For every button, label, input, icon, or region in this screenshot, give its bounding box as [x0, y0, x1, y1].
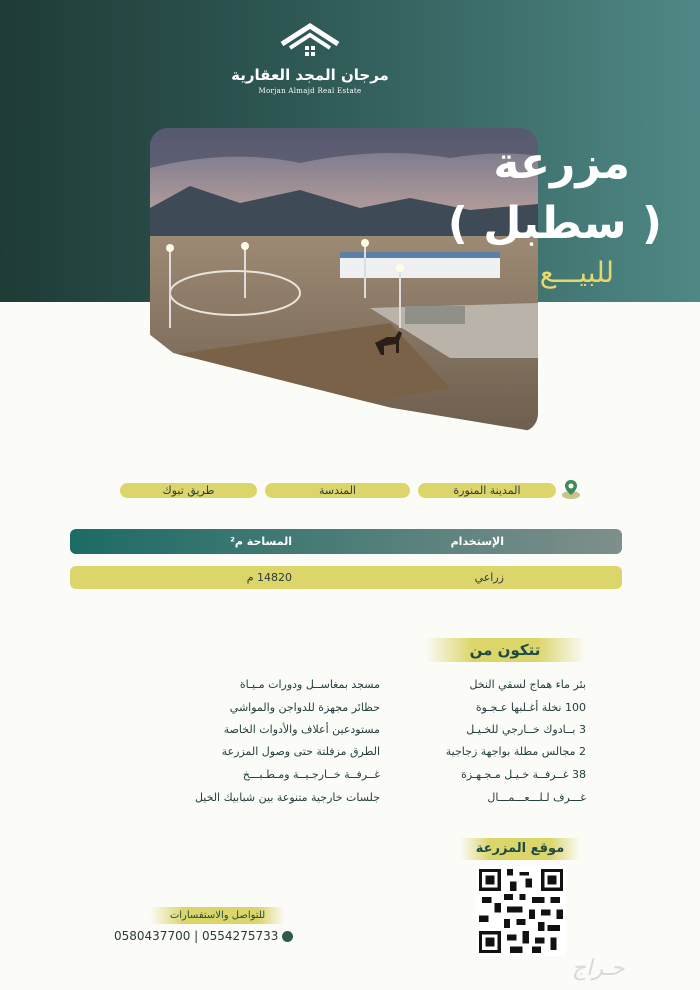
feature-item: 38 غــرفــة خـيـل مـجـهـزة	[461, 768, 586, 781]
title-farm: مزرعة	[493, 138, 630, 189]
location-city: المدينة المنورة	[418, 483, 556, 498]
feature-item: حظائر مجهزة للدواجن والمواشي	[229, 701, 380, 714]
feature-item: مستودعين أعلاف والأدوات الخاصة	[223, 723, 380, 736]
brand-logo	[230, 22, 390, 95]
contact-phones	[114, 929, 293, 943]
feature-item: الطرق مزفلتة حتى وصول المزرعة	[221, 745, 380, 758]
feature-item: مسجد بمغاســل ودورات مـيـاة	[239, 678, 380, 691]
map-pin-icon	[560, 478, 582, 500]
details-table-row	[70, 566, 622, 589]
location-road: طريق تبوك	[120, 483, 257, 498]
brand-name-en: Morjan Almajd Real Estate	[258, 87, 362, 95]
header-usage: الإستخدام	[450, 535, 504, 548]
feature-item: 100 نخلة أغـلبها عـجـوة	[475, 701, 586, 714]
contact-label: للتواصل والاستفسارات	[150, 907, 285, 924]
feature-item: غــرفــة خــارجـيــة ومـطـبـــخ	[242, 768, 380, 781]
value-area: 14820 م	[246, 571, 292, 584]
feature-item: بئر ماء هماج لسقي النخل	[469, 678, 586, 691]
components-title: تتكون من	[425, 638, 585, 662]
title-for-sale: للبيـــع	[539, 256, 614, 289]
feature-item: 2 مجالس مطلة بواجهة زجاجية	[445, 745, 586, 758]
feature-item: غـــرف لـلـــعـــمـــال	[487, 791, 586, 804]
location-district: المندسة	[265, 483, 410, 498]
value-usage: زراعي	[474, 571, 504, 584]
watermark: حـراج	[572, 956, 625, 981]
feature-item: جلسات خارجية متنوعة بين شبابيك الخيل	[194, 791, 380, 804]
header-area: المساحة م²	[230, 535, 292, 548]
feature-item: 3 بــادوك خــارجي للخـيـل	[466, 723, 586, 736]
farm-photo	[150, 128, 538, 432]
phone-numbers[interactable]: 0580437700 | 0554275733	[114, 929, 279, 943]
house-logo-icon	[278, 22, 342, 62]
details-table-header	[70, 529, 622, 554]
whatsapp-icon	[282, 931, 293, 942]
title-stable: ( سطبل )	[447, 198, 662, 249]
farm-location-label: موقع المزرعة	[460, 838, 580, 860]
qr-code-icon[interactable]	[476, 866, 566, 956]
brand-name-ar: مرجان المجد العقارية	[231, 66, 389, 84]
